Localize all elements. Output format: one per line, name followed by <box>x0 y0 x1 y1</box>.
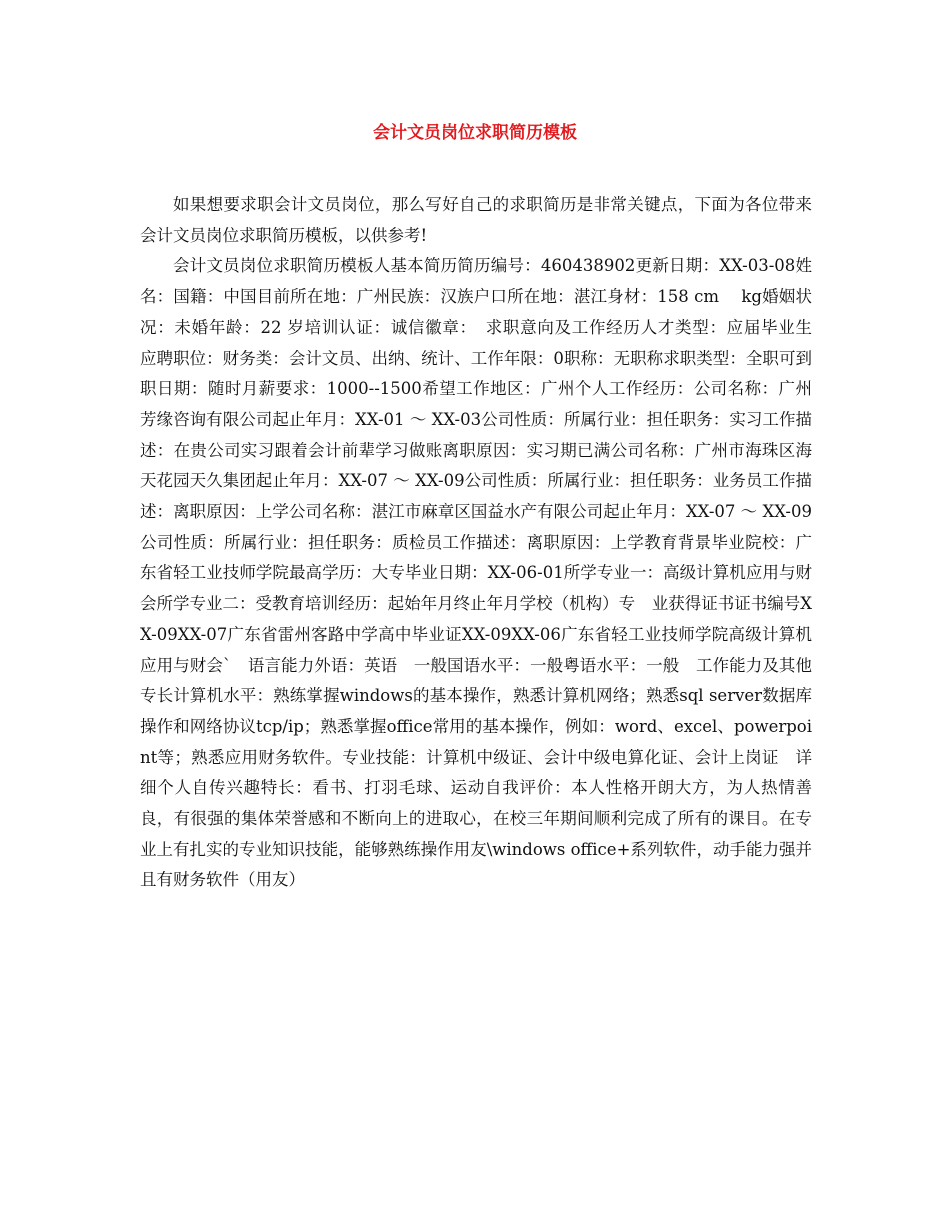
resume-paragraph: 会计文员岗位求职简历模板人基本简历简历编号：460438902更新日期：XX-03-08姓 名：国籍：中国目前所在地：广州民族：汉族户口所在地：湛江身材：158 cm kg婚姻状况：未婚年龄：22 岁培训认证：诚信徽章： 求职意向及工作经历人才类型：应届毕业生 应聘职位：财务类：会计文员、出纳、统计、工作年限：0职称：无职称求职类型：全职可到职日期：随时月薪要求：1000--1500希望工作地区：广州个人工作经历：公司名称：广州芳缘咨询有限公司起止年月：XX-01 ～ XX-03公司性质：所属行业：担任职务：实习工作描述：在贵公司实习跟着会计前辈学习做账离职原因：实习期已满公司名称：广州市海珠区海天花园天久集团起止年月：XX-07 ～ XX-09公司性质：所属行业：担任职务：业务员工作描述：离职原因：上学公司名称：湛江市麻章区国益水产有限公司起止年月：XX-07 ～ XX-09公司性质：所属行业：担任职务：质检员工作描述：离职原因：上学教育背景毕业院校：广东省轻工业技师学院最高学历：大专毕业日期：XX-06-01所学专业一：高级计算机应用与财会所学专业二：受教育培训经历：起始年月终止年月学校（机构）专 业获得证书证书编号XX-09XX-07广东省雷州客路中学高中毕业证XX-09XX-06广东省轻工业技师学院高级计算机应用与财会` 语言能力外语：英语 一般国语水平：一般粤语水平：一般 工作能力及其他专长计算机水平：熟练掌握windows的基本操作，熟悉计算机网络；熟悉sql server数据库操作和网络协议tcp/ip；熟悉掌握office常用的基本操作，例如：word、excel、powerpoint等；熟悉应用财务软件。专业技能：计算机中级证、会计中级电算化证、会计上岗证 详细个人自传兴趣特长：看书、打羽毛球、运动自我评价：本人性格开朗大方，为人热情善良，有很强的集体荣誉感和不断向上的进取心，在校三年期间顺利完成了所有的课目。在专业上有扎实的专业知识技能，能够熟练操作用友\windows office+系列软件，动手能力强并且有财务软件（用友） <box>140 256 845 890</box>
intro-paragraph: 如果想要求职会计文员岗位，那么写好自己的求职简历是非常关键点，下面为各位带来会计文员岗位求职简历模板，以供参考! <box>140 195 812 245</box>
document-body <box>140 190 845 896</box>
document-title: 会计文员岗位求职简历模板 <box>373 123 577 143</box>
